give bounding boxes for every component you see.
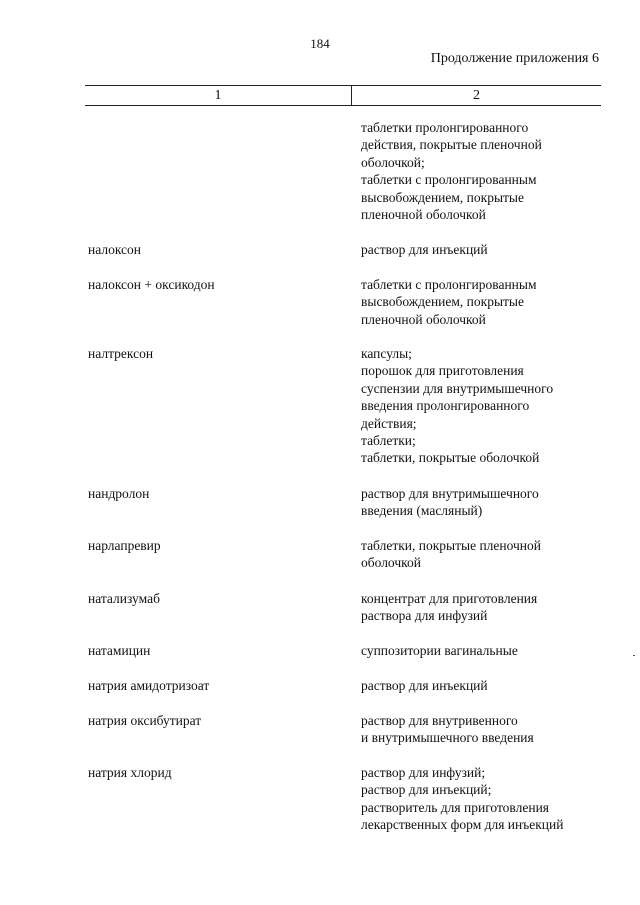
- dosage-form-line: суспензии для внутримышечного: [361, 380, 554, 396]
- dosage-form-line: раствора для инфузий: [361, 608, 488, 624]
- dosage-forms: [361, 764, 606, 834]
- drug-name: натрия оксибутират: [88, 713, 202, 728]
- dosage-form-line: лекарственных форм для инъекций: [361, 817, 564, 833]
- drug-name: налоксон + оксикодон: [88, 277, 215, 292]
- dosage-forms: [361, 276, 606, 328]
- dosage-form-line: раствор для инъекций: [361, 678, 488, 693]
- page-number: 184: [310, 36, 330, 51]
- dosage-forms: [361, 537, 606, 572]
- dosage-form-line: действия, покрытые пленочной: [361, 137, 542, 153]
- dosage-forms: [361, 642, 606, 659]
- dosage-form-line: таблетки;: [361, 433, 416, 449]
- dosage-form-line: действия;: [361, 415, 417, 431]
- dosage-form-line: суппозитории вагинальные: [361, 643, 518, 658]
- appendix-continuation-label: Продолжение приложения 6: [430, 51, 599, 66]
- dosage-form-line: растворитель для приготовления: [361, 799, 550, 815]
- dosage-form-line: раствор для инъекций: [361, 242, 488, 257]
- dosage-form-line: капсулы;: [361, 346, 412, 361]
- dosage-form-line: таблетки, покрытые оболочкой: [361, 450, 540, 466]
- drug-name: натамицин: [88, 643, 151, 658]
- drug-name: нарлапревир: [88, 538, 161, 553]
- column-2-number: 2: [473, 88, 480, 103]
- dosage-form-line: таблетки, покрытые пленочной: [361, 538, 542, 553]
- drug-name: натрия амидотризоат: [88, 678, 210, 693]
- dosage-form-line: оболочкой: [361, 555, 421, 571]
- dosage-forms: [361, 119, 606, 223]
- dosage-form-line: пленочной оболочкой: [361, 311, 486, 327]
- dosage-forms: [361, 677, 606, 694]
- dosage-form-line: таблетки с пролонгированным: [361, 277, 537, 292]
- dosage-form-line: раствор для внутривенного: [361, 713, 518, 728]
- dosage-form-line: концентрат для приготовления: [361, 591, 538, 606]
- dosage-form-line: раствор для внутримышечного: [361, 486, 539, 501]
- dosage-form-line: высвобождением, покрытые: [361, 294, 524, 310]
- drug-name: натализумаб: [88, 591, 160, 606]
- dosage-form-line: порошок для приготовления: [361, 363, 524, 379]
- dosage-forms: [361, 485, 606, 520]
- dosage-forms: [361, 712, 606, 747]
- dosage-forms: [361, 241, 606, 258]
- dosage-form-line: оболочкой;: [361, 154, 425, 170]
- dosage-form-line: и внутримышечного введения: [361, 730, 534, 746]
- drug-name: налоксон: [88, 242, 142, 257]
- dosage-form-line: раствор для инъекций;: [361, 782, 492, 798]
- dosage-form-line: таблетки с пролонгированным: [361, 172, 537, 188]
- column-1-number: 1: [85, 86, 352, 105]
- dosage-form-line: введения (масляный): [361, 503, 483, 519]
- drug-name: налтрексон: [88, 346, 154, 361]
- dosage-form-line: пленочной оболочкой: [361, 207, 486, 223]
- scan-artifact-mark: [633, 655, 635, 656]
- dosage-form-line: таблетки пролонгированного: [361, 120, 529, 135]
- dosage-forms: [361, 345, 606, 467]
- dosage-form-line: высвобождением, покрытые: [361, 189, 524, 205]
- dosage-form-line: введения пролонгированного: [361, 398, 530, 414]
- dosage-form-line: раствор для инфузий;: [361, 765, 486, 780]
- table-header: [85, 85, 601, 106]
- dosage-forms: [361, 590, 606, 625]
- drug-name: нандролон: [88, 486, 150, 501]
- drug-name: натрия хлорид: [88, 765, 172, 780]
